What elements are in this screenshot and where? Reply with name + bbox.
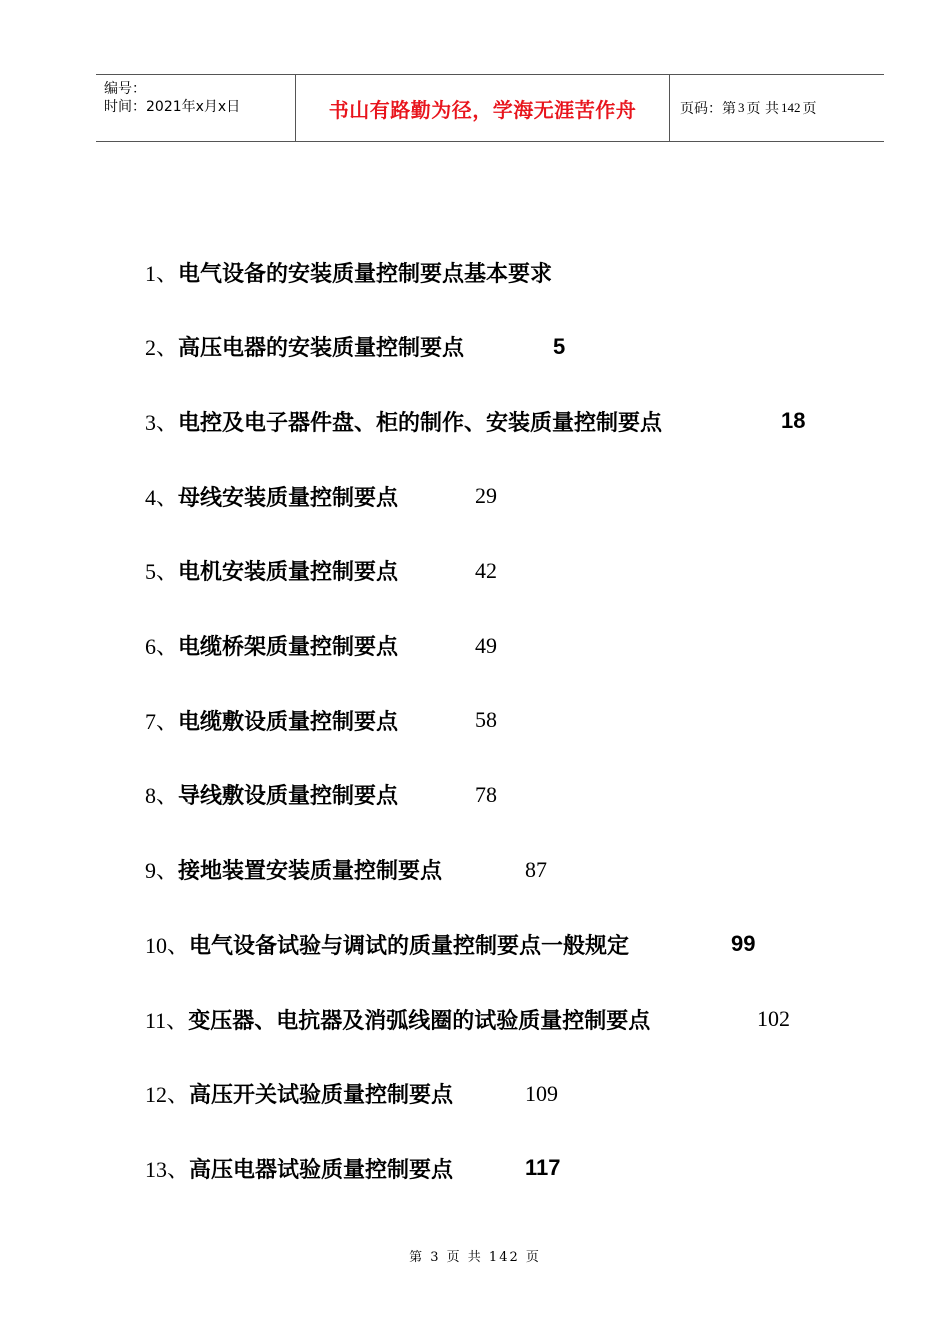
toc-item[interactable] <box>145 700 398 740</box>
toc-item-page: 117 <box>525 1155 561 1181</box>
toc-item-number: 3、 <box>145 409 179 435</box>
toc-item[interactable] <box>145 476 398 516</box>
toc-item-title: 电气设备试验与调试的质量控制要点一般规定 <box>189 933 630 959</box>
toc-item-title: 高压开关试验质量控制要点 <box>189 1083 454 1109</box>
toc-item-number: 5、 <box>145 559 179 585</box>
toc-item-title: 电控及电子器件盘、柜的制作、安装质量控制要点 <box>178 410 663 436</box>
page-suffix: 页 <box>802 101 817 117</box>
toc-item-page: 49 <box>475 632 497 658</box>
toc-item[interactable] <box>145 775 398 815</box>
toc-item-page: 102 <box>757 1006 790 1031</box>
toc-item[interactable] <box>145 327 464 367</box>
toc-item-page: 18 <box>781 408 806 434</box>
toc-item-number: 12、 <box>145 1082 190 1108</box>
header-page-info <box>670 75 884 141</box>
toc-item-number: 4、 <box>145 484 179 510</box>
toc-item-number: 13、 <box>145 1156 190 1182</box>
page-mid: 页 共 <box>746 101 779 117</box>
toc-item[interactable] <box>145 1074 453 1114</box>
toc-item-title: 电缆敷设质量控制要点 <box>178 709 399 735</box>
header-motto: 书山有路勤为径，学海无涯苦作舟 <box>296 75 670 141</box>
toc-item-number: 7、 <box>145 708 179 734</box>
toc-item-number: 6、 <box>145 634 179 659</box>
toc-item-title: 电机安装质量控制要点 <box>178 560 399 586</box>
toc-item-number: 2、 <box>145 335 179 361</box>
toc-item-title: 电缆桥架质量控制要点 <box>178 635 399 660</box>
toc-item-title: 电气设备的安装质量控制要点基本要求 <box>178 261 553 287</box>
toc-item-page: 109 <box>525 1080 558 1106</box>
toc-item-page: 29 <box>475 483 497 509</box>
toc-item[interactable] <box>145 850 442 890</box>
toc-item-number: 9、 <box>145 858 179 884</box>
toc-item[interactable] <box>145 401 662 441</box>
toc-item-title: 高压电器的安装质量控制要点 <box>178 336 465 362</box>
toc-item-title: 高压电器试验质量控制要点 <box>189 1157 454 1183</box>
toc-item[interactable] <box>145 252 552 292</box>
toc-item-number: 11、 <box>145 1007 189 1033</box>
toc-item[interactable] <box>145 924 629 964</box>
toc-item-page: 5 <box>553 333 566 359</box>
toc-item-page: 78 <box>475 781 497 807</box>
page-current: 3 <box>738 100 745 115</box>
page-prefix: 页码：第 <box>680 101 736 117</box>
page-footer: 第 3 页 共 142 页 <box>409 1250 541 1265</box>
header-meta <box>96 75 296 141</box>
toc-item[interactable] <box>145 999 650 1039</box>
toc-item-number: 1、 <box>145 260 179 286</box>
toc-item[interactable] <box>145 1148 453 1188</box>
page-header <box>96 74 884 142</box>
toc-item-page: 42 <box>475 557 497 583</box>
code-label: 编号： <box>104 81 146 97</box>
toc-item-title: 变压器、电抗器及消弧线圈的试验质量控制要点 <box>188 1008 651 1034</box>
toc-item[interactable] <box>145 551 398 591</box>
toc-item[interactable] <box>145 626 398 666</box>
toc-item-number: 8、 <box>145 783 179 809</box>
page-total: 142 <box>780 100 801 115</box>
toc-item-title: 接地装置安装质量控制要点 <box>178 859 443 885</box>
time-label: 时间：2021年x月x日 <box>104 99 241 115</box>
toc-item-number: 10、 <box>145 932 190 958</box>
toc-item-title: 母线安装质量控制要点 <box>178 485 399 511</box>
toc-item-page: 87 <box>525 856 547 882</box>
toc-item-title: 导线敷设质量控制要点 <box>178 784 399 810</box>
toc-item-page: 58 <box>475 707 497 733</box>
toc-item-page: 99 <box>731 931 756 957</box>
